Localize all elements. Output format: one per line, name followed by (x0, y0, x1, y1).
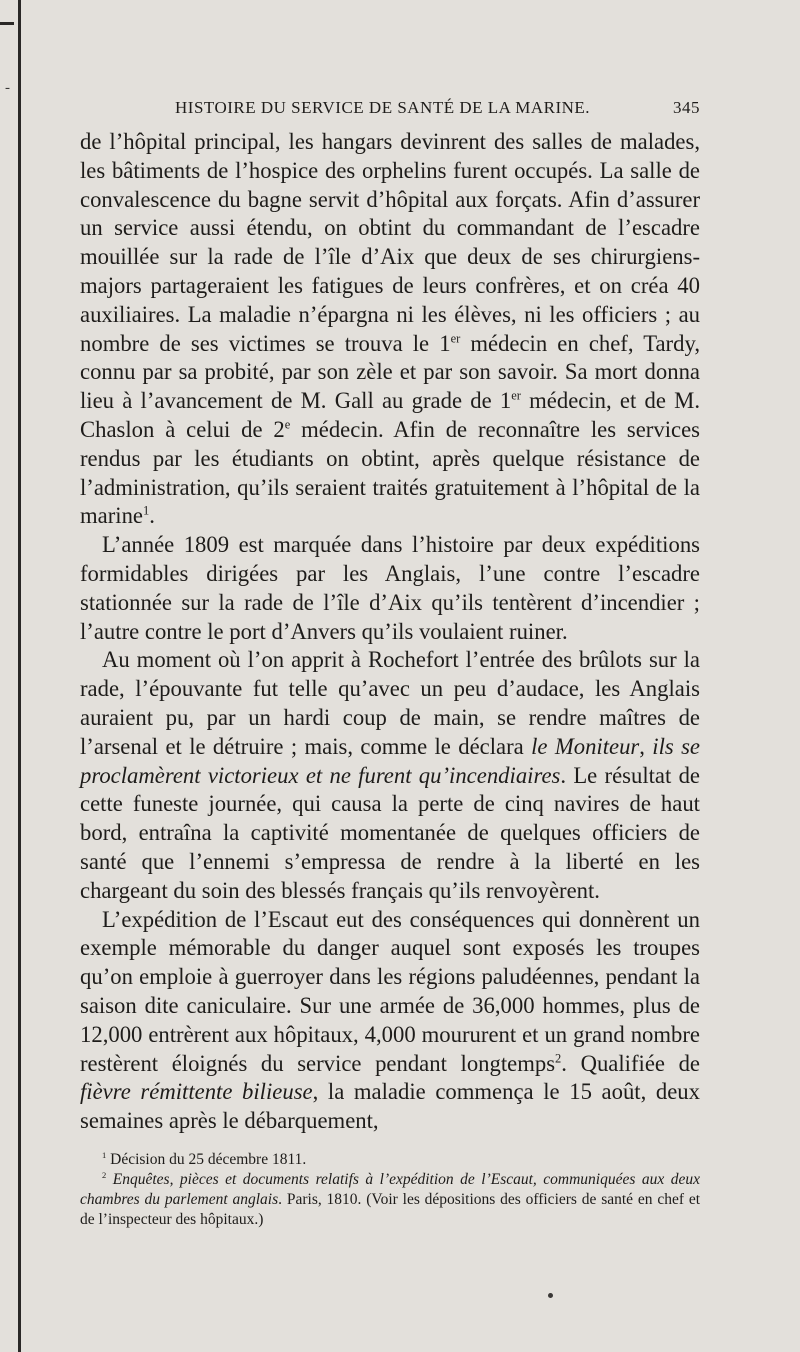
text-run: Décision du 25 décembre 1811. (106, 1150, 307, 1168)
italic-text: fièvre rémittente bilieuse (80, 1079, 313, 1105)
text-run: . (149, 503, 155, 529)
body-text (80, 128, 700, 1136)
text-run: médecin en chef, Tardy, connu par sa probité, par son zèle et par son savoir. Sa mort donna lieu à l’avancement de M. Gall au grade de 1 (80, 330, 700, 414)
superscript: e (284, 417, 291, 432)
text-run: Au moment où l’on apprit à Rochefort l’entrée des brûlots sur la rade, l’épouvante fut telle qu’avec un peu d’audace, les Anglais auraient pu, par un hardi coup de main, se rendre maîtres de l’arsenal et le détruire ; mais, comme le déclara (80, 647, 700, 759)
book-page (80, 98, 700, 1230)
text-run: , la maladie commença le 15 août, deux semaines après le débarquement, (80, 1079, 700, 1134)
paragraph-p1 (80, 128, 700, 531)
page-number: 345 (673, 98, 700, 117)
footnotes (80, 1150, 700, 1230)
italic-text: ils se proclamèrent victorieux et ne furent qu’incendiaires (80, 733, 700, 788)
text-run: L’année 1809 est marquée dans l’histoire par deux expéditions formidables dirigées par les Anglais, l’une contre l’escadre stationnée sur la rade de l’île d’Aix qu’ils tentèrent d’incendier ; l’autre contre le port d’Anvers qu’ils voulaient ruiner. (80, 532, 700, 644)
text-run: médecin, et de M. Chaslon à celui de 2 (80, 388, 700, 442)
text-run: . Le résultat de cette funeste journée, qui causa la perte de cinq navires de haut bord, entraîna la captivité momentanée de quelques officiers de santé que l’ennemi s’empressa de rendre à la liberté en les chargeant du soin des blessés français qu’ils renvoyèrent. (80, 762, 700, 903)
binding-edge-line (18, 0, 21, 1352)
footnote-fn2 (80, 1170, 700, 1230)
superscript: 2 (555, 1050, 562, 1065)
text-run: . Paris, 1810. (Voir les dépositions des officiers de santé en chef et de l’inspecteur des hôpitaux.) (80, 1190, 701, 1228)
superscript: er (450, 331, 461, 346)
binding-edge-tick (0, 22, 14, 25)
superscript: 1 (102, 1149, 107, 1160)
running-head-title: HISTOIRE DU SERVICE DE SANTÉ DE LA MARINE. (175, 98, 591, 117)
footnote-fn1 (80, 1150, 700, 1170)
superscript: 1 (143, 503, 150, 518)
superscript: 2 (102, 1169, 107, 1180)
text-run: . Qualifiée de (561, 1050, 700, 1076)
margin-mark: - (5, 80, 10, 96)
paragraph-p2 (80, 531, 700, 646)
text-run: , (639, 733, 653, 759)
text-run: L’expédition de l’Escaut eut des conséquences qui donnèrent un exemple mémorable du danger auquel sont exposés les troupes qu’on emploie à guerroyer dans les régions paludéennes, pendant la saison dite caniculaire. Sur une armée de 36,000 hommes, plus de 12,000 entrèrent aux hôpitaux, 4,000 moururent et un grand nombre restèrent éloignés du service pendant longtemps (80, 906, 700, 1076)
running-head (80, 98, 700, 118)
page-speck (548, 1293, 553, 1298)
italic-text: le Moniteur (531, 733, 640, 759)
superscript: er (511, 388, 521, 403)
paragraph-p4 (80, 906, 700, 1136)
paragraph-p3 (80, 646, 700, 905)
italic-text: Enquêtes, pièces et documents relatifs à l’expédition de l’Escaut, communiquées aux deux chambres du parlement anglais (80, 1170, 700, 1208)
text-run: de l’hôpital principal, les hangars devinrent des salles de malades, les bâtiments de l’hospice des orphelins furent occupés. La salle de convalescence du bagne servit d’hôpital aux forçats. Afin d’assurer un service aussi étendu, on obtint du commandant de l’escadre mouillée sur la rade de l’île d’Aix que deux de ses chirurgiens-majors partageraient les fatigues de leurs confrères, et on créa 40 auxiliaires. La maladie n’épargna ni les élèves, ni les officiers ; au nombre de ses victimes se trouva le 1 (80, 129, 700, 356)
text-run: médecin. Afin de reconnaître les services rendus par les étudiants on obtint, après quelque résistance de l’administration, qu’ils seraient traités gratuitement à l’hôpital de la marine (80, 416, 700, 529)
